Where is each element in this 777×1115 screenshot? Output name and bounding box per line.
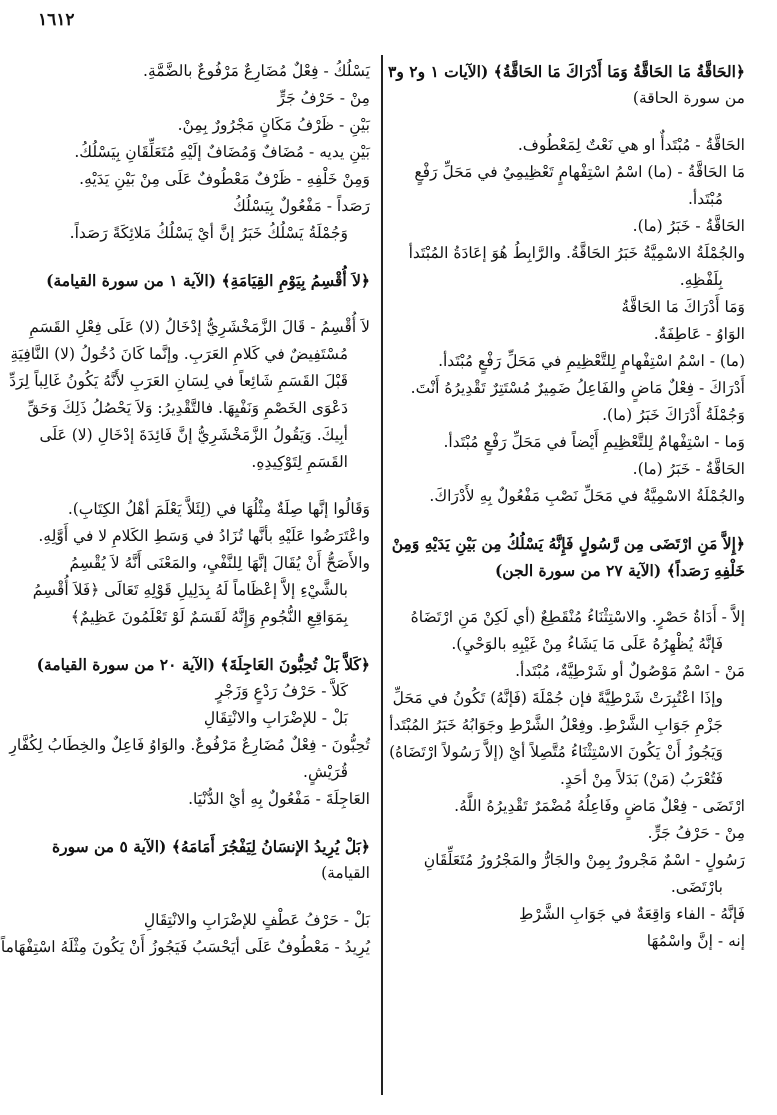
verse-heading-line: ﴿بَلْ يُرِيدُ الإنسَانُ لِيَفْجُرَ أَمَامَهُ﴾ (الآية ٥ من سورة: [52, 837, 370, 856]
text-line: وَجُمْلَةُ أَدْرَاكَ خَبَرُ (ما).: [602, 406, 745, 424]
text-line: مِنْ - حَرْفُ جَرٍّ: [277, 89, 370, 107]
text-line: وَمَا أَدْرَاكَ مَا الحَاقَّةُ: [621, 298, 745, 316]
text-line: فَإنَّهُ - الفاء وَاقِعَةٌ في جَوَابِ الشَّرْطِ: [519, 905, 745, 923]
column-divider: [381, 55, 383, 1095]
text-line: وَما - اسْتِفْهامٌ لِلتَّعْظِيمِ أَيْضاً في مَحَلِّ رَفْعٍ مُبْتَدأ.: [443, 433, 745, 451]
verse-heading-line: ﴿إِلاَّ مَنِ ارْتَضَى مِن رَّسُولٍ فَإِنَّهُ يَسْلُكُ مِن بَيْنِ يَدَيْهِ وَمِنْ: [391, 534, 745, 553]
text-line: رَصَداً - مَفْعُولٌ بِيَسْلُكُ: [232, 197, 370, 215]
text-line: أبِيكَ. وَيَقُولُ الزَّمَخْشَرِيُّ إنَّ فَائِدَةَ إدْخَالِ (لا) عَلَى: [39, 426, 348, 444]
text-line: من سورة الحاقة): [632, 89, 745, 107]
left-column: [0, 58, 370, 961]
text-line: بَيْنِ يديه - مُضَافٌ وَمُضَافٌ إلَيْهِ مُتَعَلِّقَانِ بِيَسْلُكُ.: [74, 143, 370, 161]
text-line: وإذَا اعْتُبِرَتْ شَرْطِيَّةً فإن جُمْلَةَ (فَإنَّهُ) تَكُونُ في مَحَلِّ: [392, 689, 723, 707]
text-line: يُرِيدُ - مَعْطُوفٌ عَلَى أيَحْسَبُ فَيَجُوزُ أَنْ يَكُونَ مِثْلَهُ اسْتِفْهَاماً: [0, 938, 370, 956]
text-line: قَبْلَ القَسَمِ شَائِعاً في لِسَانِ العَرَبِ لأَنَّهُ يَكُونُ غَالِباً لِرَدِّ: [9, 372, 348, 390]
text-line: القيامة): [321, 864, 370, 882]
text-line: مُبْتَدأ.: [687, 190, 723, 208]
verse-heading-line: ﴿الحَاقَّةُ مَا الحَاقَّةُ وَمَا أَدْرَاكَ مَا الحَاقَّةُ﴾ (الآيات ١ و٢ و٣: [388, 62, 745, 81]
text-line: الحَاقَّةُ - خَبَرُ (ما).: [632, 460, 745, 478]
text-line: كَلاَّ - حَرْفُ رَدْعٍ وَزَجْرٍ: [215, 682, 348, 700]
text-line: (ما) - اسْمُ اسْتِفْهامٍ لِلتَّعْظِيمِ في مَحَلِّ رَفْعٍ مُبْتَدأ.: [438, 352, 745, 370]
text-line: يَسْلُكُ - فِعْلٌ مُضَارِعٌ مَرْفُوعٌ بالضَّمَّةِ.: [143, 62, 370, 80]
text-line: تُحِبُّونَ - فِعْلٌ مُضَارِعٌ مَرْفُوعٌ. والوَاوُ فَاعِلٌ والخِطَابُ لِكُفَّارِ: [9, 736, 370, 754]
text-line: إلاَّ - أَدَاةُ حَصْرٍ. والاسْتِثْنَاءُ مُنْقَطِعٌ (أي لَكِنْ مَنِ ارْتَضَاهُ: [410, 608, 745, 626]
text-line: لاَ أُقْسِمُ - قَالَ الزَّمَخْشَرِيُّ إدْخَالُ (لا) عَلَى فِعْلِ القَسَمِ: [29, 318, 370, 336]
page-number: ١٦١٢: [38, 10, 75, 30]
text-line: بالشَّيْءِ إلاَّ إعْظَاماً لَهُ بِدَلِيلِ قَوْلِهِ تَعَالَى ﴿فَلاَ أُقْسِمُ: [32, 581, 348, 599]
text-line: رَسُولٍ - اسْمٌ مَجْرورٌ بِمِنْ والجَارُّ والمَجْرُورُ مُتَعَلِّقَانِ: [423, 851, 745, 869]
verse-heading-line: ﴿كَلاَّ بَلْ تُحِبُّونَ العَاجِلَةَ﴾ (الآية ٢٠ من سورة القيامة): [36, 655, 370, 674]
text-line: والأَصَحُّ أَنْ يُقَالَ إنَّهَا لِلنَّفْيِ، والمَعْنَى أَنَّهُ لاَ يُقْسِمُ: [69, 554, 370, 572]
verse-heading-line: ﴿لاَ أُقْسِمُ بِيَوْمِ القِيَامَةِ﴾ (الآية ١ من سورة القيامة): [46, 271, 370, 290]
text-line: الوَاوُ - عَاطِفَةٌ.: [653, 325, 745, 343]
text-line: بَلْ - للإضْرَابِ والانْتِقَالِ: [203, 709, 348, 727]
text-line: وَيَجُوزُ أَنْ يَكُونَ الاسْتِثْنَاءُ مُتَّصِلاً أيْ (إلاَّ رَسُولاً ارْتَضَاهُ): [389, 743, 723, 761]
text-line: القَسَمِ لِتَوْكِيدِهِ.: [251, 453, 348, 471]
text-line: والجُمْلَةُ الاسْمِيَّةُ في مَحَلِّ نَصْبِ مَفْعُولٌ بِهِ لأَدْرَاكَ.: [429, 487, 745, 505]
text-line: وَجُمْلَةُ يَسْلُكُ خَبَرُ إنَّ أيْ يَسْلُكُ مَلائِكَةً رَصَداً.: [69, 224, 348, 242]
text-line: بِلَفْظِهِ.: [679, 271, 723, 289]
text-line: فَإنَّهُ يُظْهِرُهُ عَلَى مَا يَشَاءُ مِنْ غَيْبِهِ بالوَحْيِ).: [451, 635, 723, 653]
right-column: [388, 58, 745, 955]
text-line: دَعْوَى الخَصْمِ وَنَفْيِهَا. فالتَّقْدِيرُ: وَلاَ يَحْصُلُ ذَلِكَ وَحَقِّ: [27, 399, 348, 417]
text-line: قُرَيْشٍ.: [303, 763, 348, 781]
text-line: أَدْرَاكَ - فِعْلٌ مَاضٍ والفَاعِلُ ضَمِيرٌ مُسْتَتِرٌ تَقْدِيرُهُ أَنْتَ.: [410, 379, 745, 397]
text-line: مُسْتَفِيضٌ في كَلامِ العَرَبِ. وإنَّما كَانَ دُخُولُ (لا) النَّافِيَةِ: [10, 345, 348, 363]
text-line: بَيْنِ - ظَرْفُ مَكَانٍ مَجْرُورٌ بِمِنْ.: [177, 116, 370, 134]
text-line: واعْتَرَضُوا عَلَيْهِ بأنَّها تُزَادُ في وَسَطِ الكَلامِ لا في أَوَّلِهِ.: [38, 527, 370, 545]
text-line: جَزْمِ جَوَابِ الشَّرْطِ. وفِعْلُ الشَّرْطِ وجَوَابُهُ خَبَرُ المُبْتَدأ: [389, 716, 723, 734]
text-line: العَاجِلَةَ - مَفْعُولٌ بِهِ أيْ الدُّنْيَا.: [188, 790, 370, 808]
text-line: والجُمْلَةُ الاسْمِيَّةُ خَبَرُ الحَاقَّةُ. والرَّابِطُ هُوَ إعَادَةُ المُبْتَدأ: [408, 244, 745, 262]
verse-heading-line: خَلْفِهِ رَصَداً﴾ (الآية ٢٧ من سورة الجن): [494, 561, 745, 580]
text-line: الحَاقَّةُ - خَبَرُ (ما).: [632, 217, 745, 235]
text-line: إنه - إنَّ واسْمُهَا: [646, 932, 745, 950]
text-line: فَتُعْرَبُ (مَنْ) بَدَلاً مِنْ أحَدٍ.: [560, 770, 723, 788]
text-line: مَنْ - اسْمٌ مَوْصُولٌ أو شَرْطِيَّةٌ، مُبْتَدأ.: [515, 662, 745, 680]
text-line: بِمَوَاقِعِ النُّجُومِ وَإِنَّهُ لَقَسَمٌ لَوْ تَعْلَمُونَ عَظِيمٌ﴾: [70, 608, 348, 626]
text-line: مِنْ - حَرْفُ جَرٍّ.: [647, 824, 745, 842]
text-line: ارْتَضَى - فِعْلٌ مَاضٍ وفَاعِلُهُ مُضْمَرٌ تَقْدِيرُهُ اللَّهُ.: [454, 797, 745, 815]
text-line: وَمِنْ خَلْفِهِ - ظَرْفٌ مَعْطُوفٌ عَلَى مِنْ بَيْنِ يَدَيْهِ.: [79, 170, 370, 188]
text-line: مَا الحَاقَّةُ - (ما) اسْمُ اسْتِفْهامٍ تَعْظِيمِيٌ في مَحَلِّ رَفْعٍ: [414, 163, 745, 181]
text-line: بارْتَضَى.: [670, 878, 723, 896]
text-line: وَقَالُوا إنَّها صِلَةٌ مِثْلُهَا في (لِئَلاَّ يَعْلَمَ أهْلُ الكِتَابِ).: [67, 500, 370, 518]
text-line: الحَاقَّةُ - مُبْتَدأٌ او هي نَعْتٌ لِمَعْطُوف.: [517, 136, 745, 154]
text-line: بَلْ - حَرْفُ عَطْفٍ للإضْرَابِ والانْتِقَالِ: [143, 911, 370, 929]
